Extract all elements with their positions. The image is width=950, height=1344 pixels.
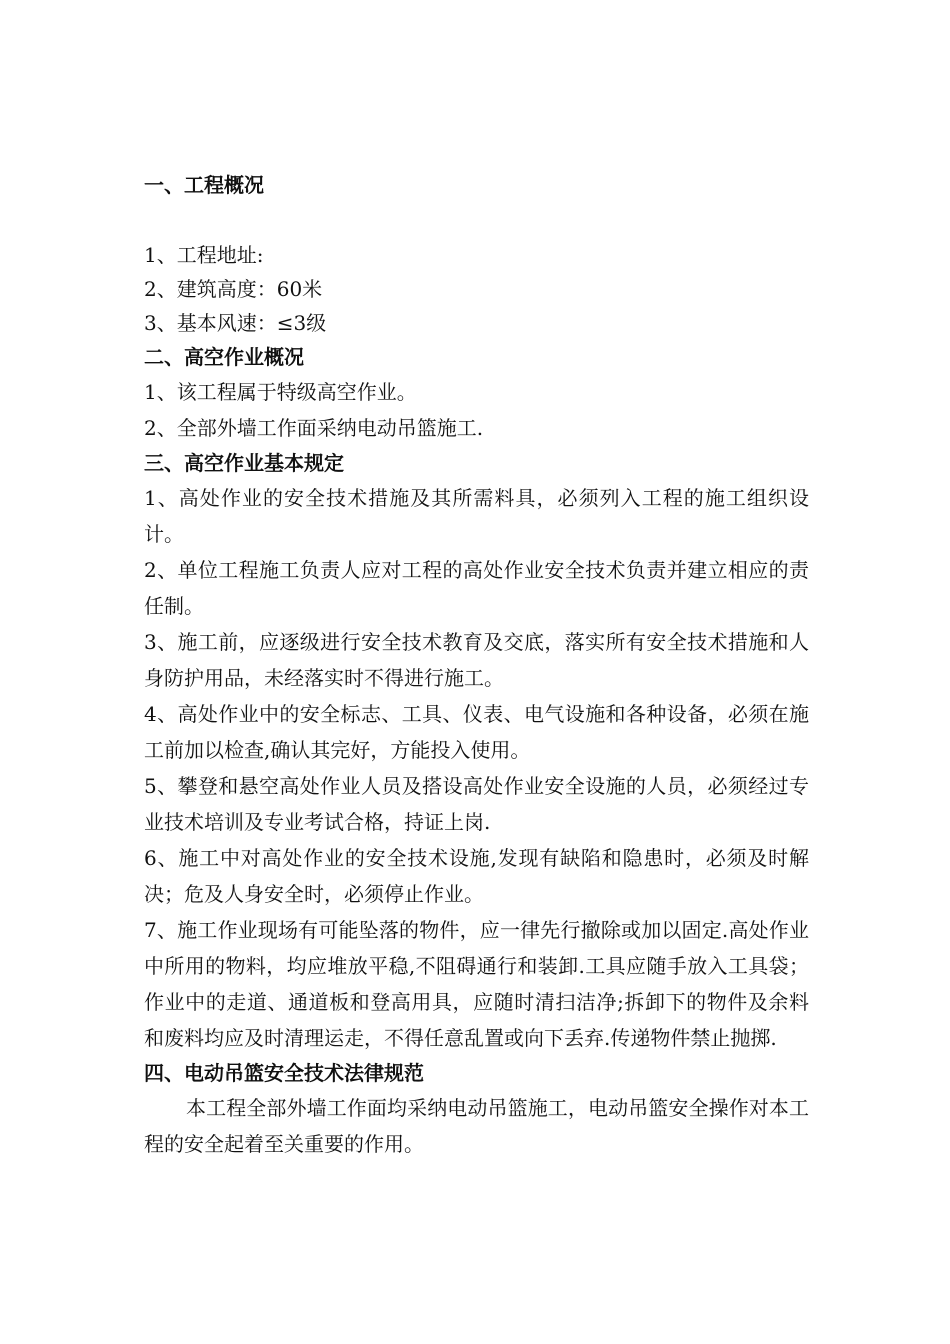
list-item: 2、全部外墙工作面采纳电动吊篮施工. <box>144 416 484 440</box>
section-heading-electric-gondola: 四、电动吊篮安全技术法律规范 <box>144 1061 424 1085</box>
section-heading-overview: 一、工程概况 <box>144 173 264 197</box>
list-item: 3、施工前，应逐级进行安全技术教育及交底，落实所有安全技术措施和人身防护用品，未经落实时不得进行施工。 <box>144 630 809 690</box>
basic-rules-list <box>144 480 809 1056</box>
list-item: 2、建筑高度：60米 <box>144 277 323 301</box>
list-item: 5、攀登和悬空高处作业人员及搭设高处作业安全设施的人员，必须经过专业技术培训及专业考试合格，持证上岗. <box>144 774 809 834</box>
high-altitude-overview-list <box>144 374 809 446</box>
section-heading-basic-rules: 三、高空作业基本规定 <box>144 451 344 475</box>
list-item: 1、高处作业的安全技术措施及其所需料具，必须列入工程的施工组织设计。 <box>144 486 809 546</box>
overview-list <box>144 238 809 340</box>
list-item: 4、高处作业中的安全标志、工具、仪表、电气设施和各种设备，必须在施工前加以检查,确认其完好，方能投入使用。 <box>144 702 809 762</box>
section-heading-high-altitude-overview: 二、高空作业概况 <box>144 345 304 369</box>
list-item: 1、该工程属于特级高空作业。 <box>144 380 417 404</box>
electric-gondola-paragraph: 本工程全部外墙工作面均采纳电动吊篮施工，电动吊篮安全操作对本工程的安全起着至关重要的作用。 <box>144 1096 809 1156</box>
list-item: 7、施工作业现场有可能坠落的物件，应一律先行撤除或加以固定.高处作业中所用的物料，均应堆放平稳,不阻碍通行和装卸.工具应随手放入工具袋；作业中的走道、通道板和登高用具，应随时清扫洁净;拆卸下的物件及余料和废料均应及时清理运走，不得任意乱置或向下丢弃.传递物件禁止抛掷. <box>144 918 809 1050</box>
list-item: 2、单位工程施工负责人应对工程的高处作业安全技术负责并建立相应的责任制。 <box>144 558 809 618</box>
spacer <box>144 202 809 238</box>
list-item: 3、基本风速：≤3级 <box>144 311 327 335</box>
document-page <box>144 168 809 1162</box>
list-item: 1、工程地址: <box>144 243 264 267</box>
list-item: 6、施工中对高处作业的安全技术设施,发现有缺陷和隐患时，必须及时解决；危及人身安全时，必须停止作业。 <box>144 846 809 906</box>
